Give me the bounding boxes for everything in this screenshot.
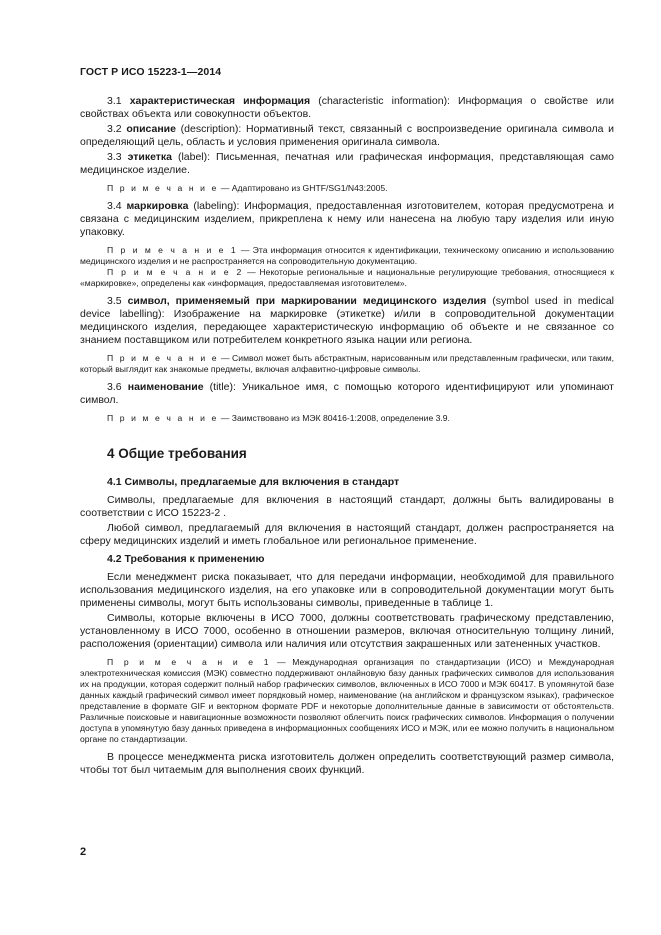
term-name: наименование (127, 380, 204, 393)
term-name: этикетка (127, 151, 173, 163)
term-name: характеристическая информация (129, 95, 311, 107)
page-content (80, 95, 614, 779)
note-label: П р и м е ч а н и е 1 (107, 245, 238, 256)
term-number: 3.2 (107, 123, 122, 135)
term-3-5 (80, 295, 614, 348)
term-definition: (description): Нормативный текст, связанный с воспроизведение оригинала символа и определяющий цель, область и условия применения оригинала символа. (80, 123, 615, 149)
term-3-6 (80, 381, 614, 407)
note-3-6 (80, 413, 614, 424)
section-4-2-paragraph-3: В процессе менеджмента риска изготовитель должен определить соответствующий размер символа, чтобы тот был читаемым для выполнения своих функций. (80, 750, 614, 776)
section-4-2-title: 4.2 Требования к применению (107, 552, 265, 565)
section-4-1-paragraph-1: Символы, предлагаемые для включения в настоящий стандарт, должны быть валидированы в соответствии с ИСО 15223-2 . (80, 493, 614, 520)
term-3-3 (80, 151, 614, 177)
note-text: — Некоторые региональные и национальные регулирующие требования, относящиеся к «маркировке», определены как «информация, предоставляемая изготовителем». (80, 266, 614, 288)
term-name: символ, применяемый при маркировании медицинского изделия (127, 294, 487, 307)
note-label: П р и м е ч а н и е (107, 353, 219, 364)
term-definition: (title): Уникальное имя, с помощью которого идентифицируют или упоминают символ. (80, 380, 614, 407)
term-number: 3.5 (107, 294, 122, 307)
note-3-3 (80, 183, 614, 194)
document-header: ГОСТ Р ИСО 15223-1—2014 (80, 66, 222, 78)
note-label: П р и м е ч а н и е 2 (107, 266, 244, 277)
note-3-4-1 (80, 245, 614, 267)
term-definition: (characteristic information): Информация о свойстве или свойствах объекта или совокупности объектов. (80, 95, 615, 121)
note-label: П р и м е ч а н и е 1 (107, 657, 271, 668)
note-text: — Международная организация по стандартизации (ИСО) и Международная электротехническая комиссия (МЭК) совместно поддерживают онлайновую базу данных графических символов для использования их на продукции, которая содержит полный набор графических символов, включенных в ИСО 7000 и МЭК 60417. В упомянутой базе данных каждый графический символ имеет порядковый номер, наименование (на английском и французском языках), графическое представление в формате GIF и векторном формате PDF и некоторые дополнительные данные в зависимости от обстоятельств. Различные поисковые и навигационные возможности позволяют облегчить поиск графических символов. Информация о получении доступа в упомянутую базу данных приведена в информационных сообщениях ИСО и МЭК, или ее можно получить в национальном органе по стандартизации. (80, 657, 614, 744)
term-number: 3.3 (107, 151, 122, 163)
note-3-5 (80, 353, 614, 375)
note-4-2-1 (80, 657, 614, 744)
term-definition: (labeling): Информация, предоставленная изготовителем, которая предусмотрена и связана с медицинским изделием, прикреплена к нему или нанесена на любую тару изделия или иную упаковку. (80, 199, 614, 239)
note-label: П р и м е ч а н и е (107, 183, 219, 193)
term-3-1 (80, 95, 614, 121)
note-text: — Адаптировано из GHTF/SG1/N43:2005. (218, 183, 388, 193)
note-label: П р и м е ч а н и е (107, 412, 219, 423)
section-4-1-title: 4.1 Символы, предлагаемые для включения в стандарт (107, 475, 400, 488)
section-4-2-paragraph-2: Символы, которые включены в ИСО 7000, должны соответствовать графическому представлению, установленному в ИСО 7000, особенно в отношении размеров, включая относительную толщину линий, расположения (ориентации) символа или наличия или отсутствия закрашенных или затененных участков. (80, 612, 614, 651)
term-name: маркировка (126, 199, 189, 212)
section-4-1-paragraph-2: Любой символ, предлагаемый для включения в настоящий стандарт, должен распространяется на сферу медицинских изделий и иметь глобальное или региональное применение. (80, 521, 614, 548)
section-4-2-paragraph-1: Если менеджмент риска показывает, что для передачи информации, необходимой для правильного использования медицинского изделия, на его упаковке или в сопроводительной документации могут быть применены символы, могут быть использованы символы, приведенные в таблице 1. (80, 570, 614, 610)
term-name: описание (126, 123, 176, 135)
term-number: 3.4 (107, 199, 122, 212)
note-text: — Заимствовано из МЭК 80416-1:2008, определение 3.9. (218, 412, 450, 423)
term-definition: (label): Письменная, печатная или графическая информация, представляющая само медицинское изделие. (80, 151, 614, 177)
term-definition: (symbol used in medical device labelling): Изображение на маркировке (этикетке) и/или в сопроводительной документации медицинского изделия, передающее характеристическую информацию об объекте и не связанное со знанием поставщиком или потребителем конкретного языка нации или региона. (80, 294, 615, 347)
page-number: 2 (80, 846, 87, 858)
term-3-4 (80, 200, 614, 240)
term-number: 3.6 (107, 380, 122, 393)
term-3-2 (80, 123, 614, 149)
note-text: — Эта информация относится к идентификации, техническому описанию и использованию медицинского изделия и не распространяется на сопроводительную документацию. (80, 245, 614, 267)
term-number: 3.1 (107, 95, 122, 107)
note-3-4-2 (80, 267, 614, 289)
note-text: — Символ может быть абстрактным, нарисованным или представленным графически, или таким, который выглядит как знакомые предметы, включая алфавитно-цифровые символы. (80, 353, 615, 375)
section-4-title: 4 Общие требования (107, 445, 247, 461)
